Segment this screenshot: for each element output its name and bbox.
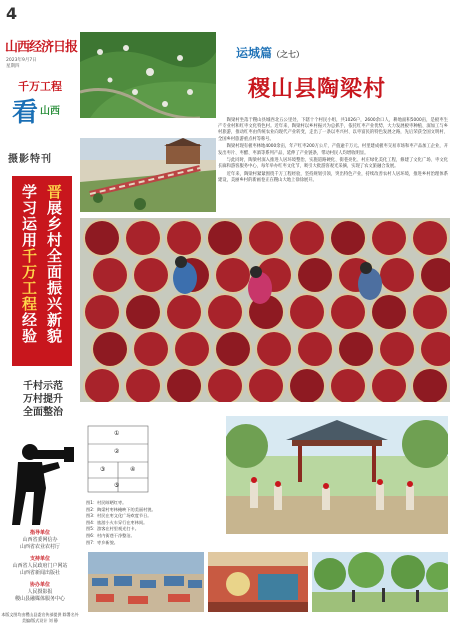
caption-item: 图1：村民晾晒红枣。: [86, 500, 127, 505]
page-number: 4: [6, 4, 18, 23]
column-subtitle: 摄影特刊: [8, 154, 52, 165]
banner-line-2: 晋展乡村全面振兴新貌: [45, 184, 63, 344]
main-content: [80, 0, 450, 640]
caption-item: 图4：旅游小火车穿行在枣林间。: [86, 519, 148, 525]
banner-line-1: 学习运用千万工程经验: [20, 184, 38, 344]
issue-date: 2023年9月7日 星期四: [6, 58, 37, 69]
theme-banner: [12, 176, 72, 366]
caption-item: 图6：村内街巷干净整洁。: [86, 532, 135, 538]
article-paragraph: 近年来，陶梁村紧紧围绕千万工程经验，坚持规划引领，突出特色产业，持续改善农村人居环境，推进乡村治理体系建设，美丽乡村的新画卷正在稷山大地上徐徐展开。: [218, 172, 448, 184]
column-logo: [10, 92, 68, 138]
column-title: 千万工程: [18, 80, 62, 93]
caption-item: 图7：枣乡新貌。: [86, 539, 118, 545]
mural-wall-photo: [208, 552, 308, 612]
article-body: [218, 118, 448, 186]
photo-index-diagram: ① ② ③ ④ ⑤: [86, 424, 150, 494]
logo-province: 山西: [40, 106, 60, 117]
article-headline: 稷山县陶梁村: [248, 76, 387, 102]
jujube-orchard-photo: [312, 552, 448, 612]
credit-coorganizer: 协办单位 人民摄影报 稷山县融媒体服务中心: [14, 582, 65, 602]
slogan: 千村示范 万村提升 全面整治: [23, 381, 63, 418]
article-paragraph: 陶梁村坐落于稷山县城西北五公里处，下辖十个村民小组，共1026户，2600余口人，耕地面积5000亩，是板枣生产专业村和红枣文化特色村。近年来，陶梁村以乡村振兴为总抓手，依托红枣产业优势，大力发展板枣种植、深加工与乡村旅游，推动红枣由传统农业向现代产业转变，走出了一条以枣兴村、以枣富民的特色发展之路，先后荣获全国文明村、全国乡村旅游重点村等称号。: [218, 118, 448, 142]
caption-item: 图5：游客在村里观光打卡。: [86, 526, 139, 532]
tourist-train-photo: [80, 138, 216, 212]
page-footer: 本版文图均由稷山县委宣传部提供 除署名外 美编/版式设计 刘 静: [1, 612, 79, 623]
pavilion-festival-photo: [226, 416, 448, 534]
credit-support: 支持单位 山西省人民政府门户网站 山西省新闻出版社: [12, 556, 68, 576]
left-sidebar: [0, 0, 80, 640]
article-paragraph: 陶梁村现有板枣林地4000余亩，年产红枣200万公斤，产值逾千万元。村里建成板枣交易市场和枣产品加工企业，开发出枣片、枣醋、枣酒等系列产品，延伸了产业链条，带动村民人均增收明显。: [218, 144, 448, 156]
caption-item: 图2：陶梁村枣林掩映下的美丽村貌。: [86, 506, 156, 512]
drying-dates-photo: [80, 218, 450, 402]
photographer-silhouette-icon: [6, 440, 76, 525]
caption-item: 图3：村民在枣文化广场欢度节日。: [86, 513, 152, 519]
aerial-village-photo: [80, 32, 216, 118]
logo-char: 看: [12, 98, 39, 128]
credit-guidance: 指导单位 山西省委网信办 山西省农业农村厅: [19, 530, 60, 550]
section-label: 运城篇（之七）: [236, 46, 305, 60]
newspaper-masthead: 山西经济日报: [5, 40, 78, 55]
village-rooftops-photo: [88, 552, 204, 612]
article-paragraph: 与此同时，陶梁村深入推进人居环境整治，实施道路硬化、街巷亮化、村庄绿化美化工程，修建了文化广场、枣文化长廊和游客服务中心，每年举办红枣文化节，吸引大批游客观光采摘，实现了农文旅融合发展。: [218, 158, 448, 170]
photo-captions: [86, 500, 222, 546]
